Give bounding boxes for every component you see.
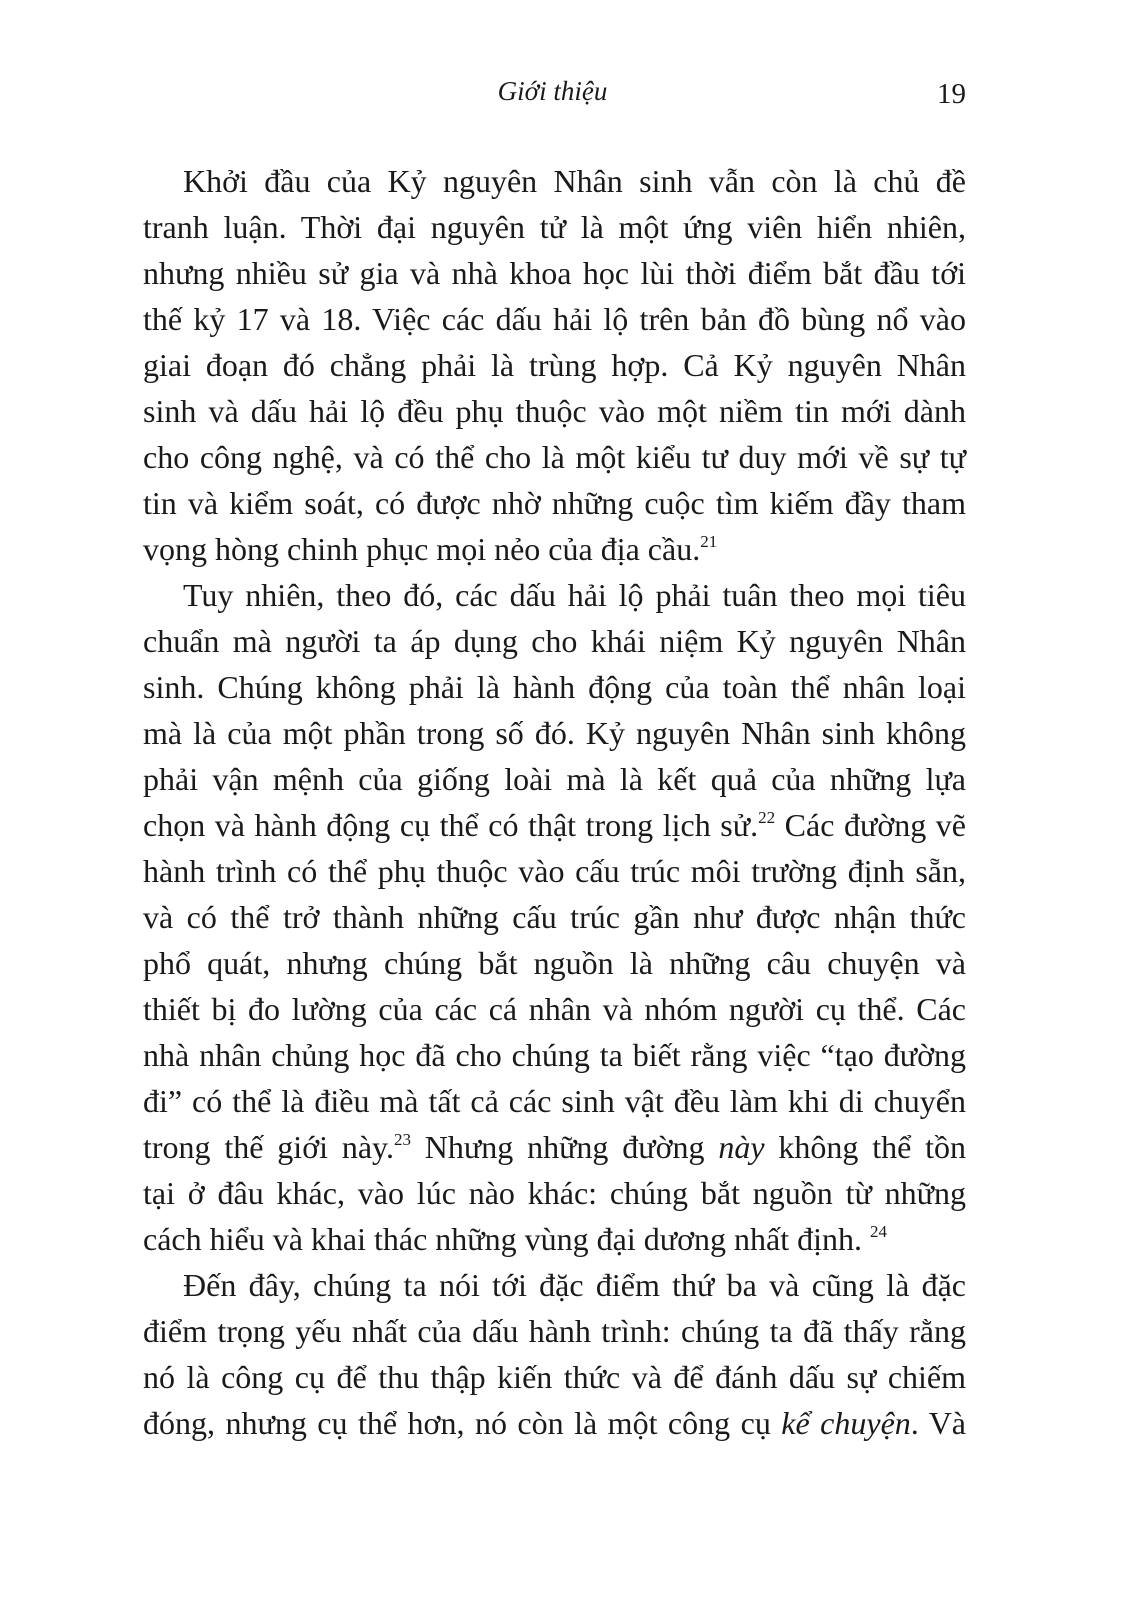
paragraph-2-line-13-text-b: Nhưng những đường (410, 1129, 719, 1165)
running-head (0, 70, 1126, 110)
paragraph-1-line-1: Khởi đầu của Kỷ nguyên Nhân sinh vẫn còn là chủ đề (183, 163, 966, 199)
paragraph-2-line-14: tại ở đâu khác, vào lúc nào khác: chúng bắt nguồn từ những (143, 1175, 966, 1211)
footnote-ref-22: 22 (758, 808, 776, 827)
paragraph-1-line-3: nhưng nhiều sử gia và nhà khoa học lùi thời điểm bắt đầu tới (143, 255, 966, 291)
emphasis-nay: này (718, 1129, 765, 1165)
paragraph-2-line-13-text-c: không thể tồn (764, 1129, 966, 1165)
paragraph-1-line-8: tin và kiểm soát, có được nhờ những cuộc tìm kiếm đầy tham (143, 485, 966, 521)
body-text (143, 158, 966, 1446)
footnote-ref-21: 21 (700, 532, 718, 551)
paragraph-2-line-13 (143, 1124, 966, 1170)
paragraph-1-line-6: sinh và dấu hải lộ đều phụ thuộc vào một niềm tin mới dành (143, 393, 966, 429)
paragraph-3-line-4-text-a: đóng, nhưng cụ thể hơn, nó còn là một công cụ (143, 1405, 782, 1441)
page-number: 19 (937, 78, 966, 110)
paragraph-3-line-4-text-b: . Và (910, 1405, 967, 1441)
paragraph-3-line-4 (143, 1400, 966, 1446)
paragraph-2-line-6 (143, 802, 966, 848)
paragraph-2-line-7: hành trình có thể phụ thuộc vào cấu trúc môi trường định sẵn, (143, 853, 966, 889)
paragraph-2-line-2: chuẩn mà người ta áp dụng cho khái niệm Kỷ nguyên Nhân (143, 623, 966, 659)
paragraph-2-line-5: phải vận mệnh của giống loài mà là kết quả của những lựa (143, 761, 966, 797)
paragraph-2-line-11: nhà nhân chủng học đã cho chúng ta biết rằng việc “tạo đường (143, 1037, 966, 1073)
paragraph-2-line-9: phổ quát, nhưng chúng bắt nguồn là những câu chuyện và (143, 945, 966, 981)
paragraph-2-line-8: và có thể trở thành những cấu trúc gần như được nhận thức (143, 899, 966, 935)
emphasis-ke-chuyen: kể chuyện (781, 1405, 911, 1441)
paragraph-1-line-7: cho công nghệ, và có thể cho là một kiểu tư duy mới về sự tự (143, 439, 966, 475)
paragraph-1-line-9-text: vọng hòng chinh phục mọi nẻo của địa cầu. (143, 531, 701, 567)
paragraph-2-line-10: thiết bị đo lường của các cá nhân và nhóm người cụ thể. Các (143, 991, 966, 1027)
paragraph-3-line-2: điểm trọng yếu nhất của dấu hành trình: chúng ta đã thấy rằng (143, 1313, 966, 1349)
paragraph-1-line-5: giai đoạn đó chẳng phải là trùng hợp. Cả Kỷ nguyên Nhân (143, 347, 966, 383)
paragraph-2-line-6-text-a: chọn và hành động cụ thể có thật trong lịch sử. (143, 807, 759, 843)
footnote-ref-23: 23 (393, 1130, 411, 1149)
paragraph-2-line-6-text-b: Các đường vẽ (775, 807, 967, 843)
running-title: Giới thiệu (497, 76, 608, 106)
footnote-ref-24: 24 (869, 1222, 887, 1241)
paragraph-1-line-9 (143, 526, 966, 572)
paragraph-2-line-12: đi” có thể là điều mà tất cả các sinh vật đều làm khi di chuyển (143, 1083, 966, 1119)
paragraph-2-line-15-text: cách hiểu và khai thác những vùng đại dương nhất định. (143, 1221, 870, 1257)
paragraph-2-line-1: Tuy nhiên, theo đó, các dấu hải lộ phải tuân theo mọi tiêu (183, 577, 966, 613)
paragraph-2-line-13-text-a: trong thế giới này. (143, 1129, 394, 1165)
paragraph-2-line-15 (143, 1216, 966, 1262)
paragraph-2-line-4: mà là của một phần trong số đó. Kỷ nguyên Nhân sinh không (143, 715, 966, 751)
paragraph-1-line-2: tranh luận. Thời đại nguyên tử là một ứng viên hiển nhiên, (143, 209, 966, 245)
paragraph-3-line-1: Đến đây, chúng ta nói tới đặc điểm thứ ba và cũng là đặc (183, 1267, 966, 1303)
paragraph-2-line-3: sinh. Chúng không phải là hành động của toàn thể nhân loại (143, 669, 966, 705)
paragraph-1-line-4: thế kỷ 17 và 18. Việc các dấu hải lộ trên bản đồ bùng nổ vào (143, 301, 966, 337)
paragraph-3-line-3: nó là công cụ để thu thập kiến thức và để đánh dấu sự chiếm (143, 1359, 966, 1395)
